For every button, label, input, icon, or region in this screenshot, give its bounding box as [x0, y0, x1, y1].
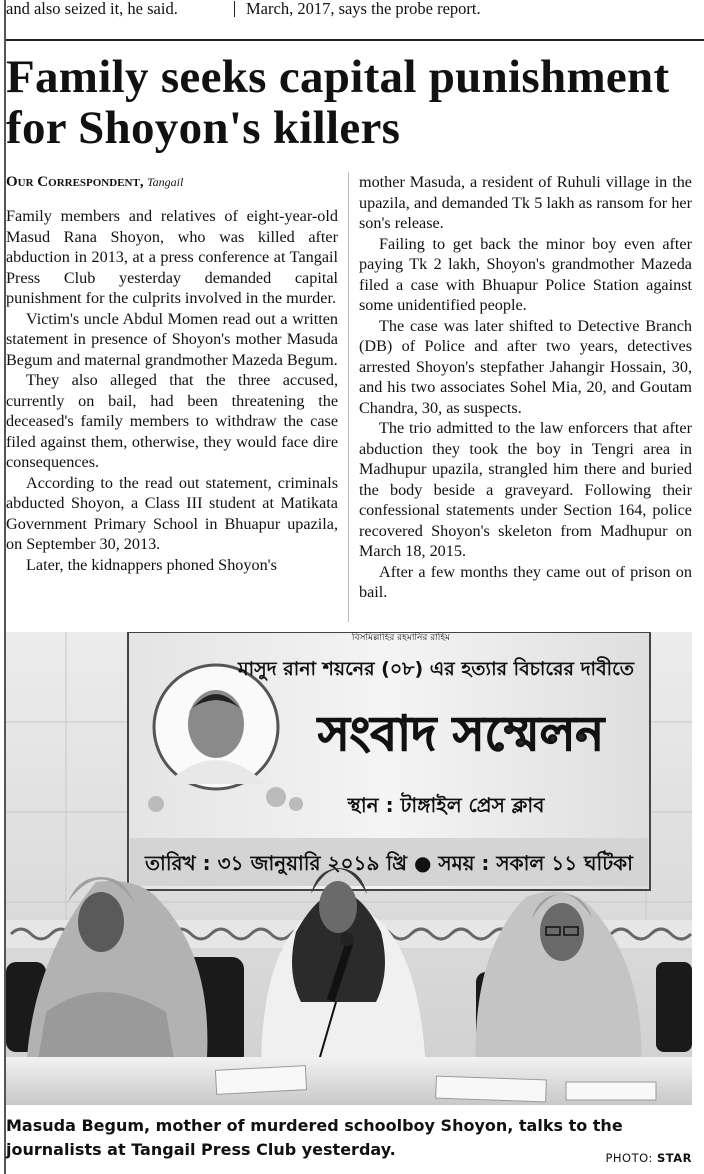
paragraph: The case was later shifted to Detective Branch (DB) of Police and after two years, detectives arrested Shoyon's stepfather Jahangir Hossain, 30, and his two associates Sohel Mia, 20, and Goutam Chandra, 30, as suspects. — [359, 316, 692, 417]
article-column-2 — [359, 172, 692, 603]
banner-date: তারিখ : ৩১ জানুয়ারি ২০১৯ খ্রি ● সময় : সকাল ১১ ঘটিকা — [145, 851, 633, 875]
paragraph: After a few months they came out of prison on bail. — [359, 562, 692, 601]
section-rule — [6, 39, 704, 41]
banner-venue: স্থান : টাঙ্গাইল প্রেস ক্লাব — [347, 793, 545, 817]
paragraph: The trio admitted to the law enforcers that after abduction they took the boy in Tengri area in Madhupur upazila, strangled him there and buried the body beside a graveyard. Following their confessional statements under Section 164, police recovered Shoyon's skeleton from Madhupur on March 18, 2015. — [359, 419, 692, 560]
column-separator — [234, 1, 235, 17]
byline — [6, 173, 183, 192]
banner-title: সংবাদ সম্মেলন — [318, 706, 604, 762]
fragment-left: and also seized it, he said. — [6, 0, 178, 18]
article-column-1 — [6, 206, 338, 575]
paragraph: Family members and relatives of eight-year-old Masud Rana Shoyon, who was killed after abduction in 2013, at a press conference at Tangail Press Club yesterday demanded capital punishment for the culprits involved in the murder. — [6, 207, 338, 307]
photo-caption: Masuda Begum, mother of murdered schoolboy Shoyon, talks to the journalists at Tangail Press Club yesterday. — [6, 1116, 623, 1159]
banner-line-1: মাসুদ রানা শয়নের (০৮) এর হত্যার বিচারের দাবীতে — [238, 658, 634, 680]
paragraph: Later, the kidnappers phoned Shoyon's — [26, 555, 277, 574]
credit-label: PHOTO: — [605, 1151, 653, 1165]
press-conference-photo — [6, 632, 692, 1105]
paragraph: Victim's uncle Abdul Momen read out a written statement in presence of Shoyon's mother Masuda Begum and maternal grandmother Mazeda Begum. — [6, 309, 338, 369]
credit-source: STAR — [657, 1151, 692, 1165]
byline-name: Our Correspondent, — [6, 174, 144, 190]
photo-credit — [605, 1151, 692, 1165]
headline: Family seeks capital punishment for Shoyon's killers — [6, 51, 670, 154]
paragraph: According to the read out statement, criminals abducted Shoyon, a Class III student at Matikata Government Primary School in Bhuapur upazila, on September 30, 2013. — [6, 473, 338, 553]
banner-top-text: বিসমিল্লাহির রহমানির রাহিম — [351, 633, 451, 643]
paragraph: Failing to get back the minor boy even after paying Tk 2 lakh, Shoyon's grandmother Mazeda filed a case with Bhuapur Police Station against some unidentified people. — [359, 234, 692, 314]
paragraph: mother Masuda, a resident of Ruhuli village in the upazila, and demanded Tk 5 lakh as ransom for her son's release. — [359, 173, 692, 232]
fragment-right: March, 2017, says the probe report. — [246, 0, 481, 18]
byline-location: Tangail — [147, 175, 184, 189]
column-divider — [348, 172, 349, 622]
banner — [128, 632, 650, 890]
paragraph: They also alleged that the three accused, currently on bail, had been threatening the deceased's family members to withdraw the case filed against them, otherwise, they would face dire consequences. — [6, 371, 338, 471]
previous-article-fragments — [0, 0, 704, 22]
